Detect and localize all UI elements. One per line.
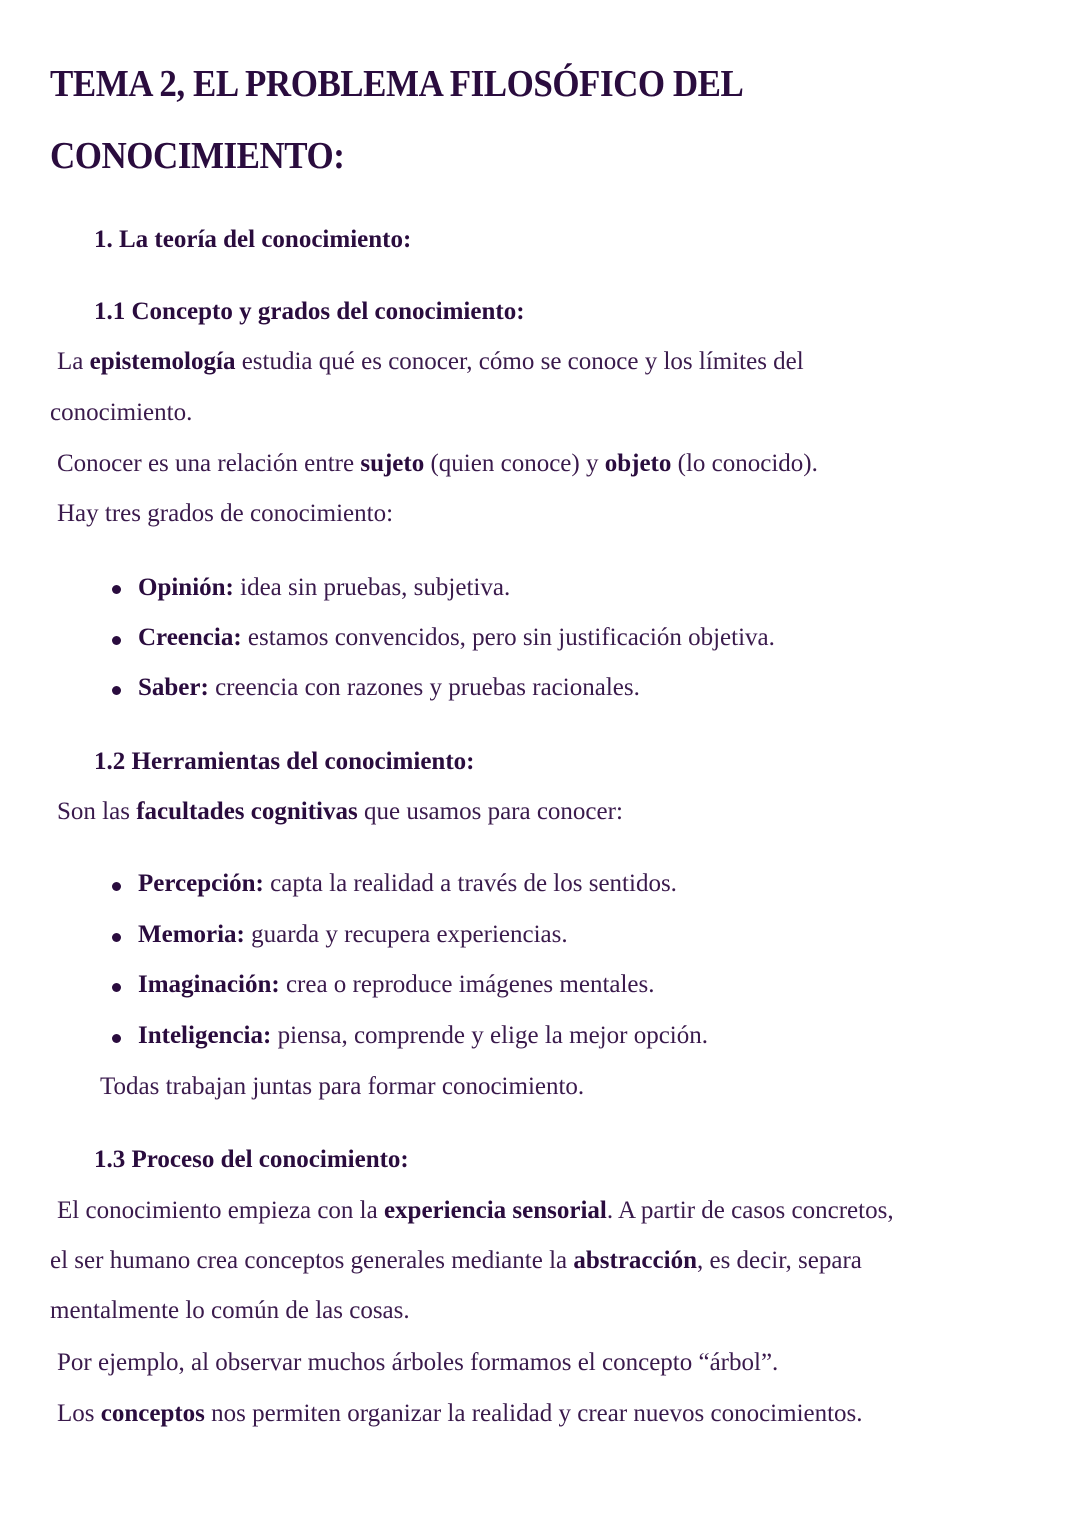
bold-term: Percepción: bbox=[138, 870, 264, 897]
paragraph-grados-intro: Hay tres grados de conocimiento: bbox=[57, 500, 394, 527]
text: crea o reproduce imágenes mentales. bbox=[279, 971, 655, 998]
bullet-icon bbox=[112, 636, 121, 645]
list-item bbox=[138, 574, 510, 602]
text: El conocimiento empieza con la bbox=[57, 1197, 384, 1224]
bullet-icon bbox=[112, 983, 121, 992]
paragraph-proceso-line-2 bbox=[50, 1247, 862, 1275]
text: que usamos para conocer: bbox=[357, 798, 623, 825]
bold-term: Creencia: bbox=[138, 624, 242, 651]
list-item bbox=[138, 870, 677, 898]
list-item bbox=[138, 921, 568, 949]
paragraph-conceptos bbox=[57, 1400, 863, 1428]
list-item bbox=[138, 674, 640, 702]
paragraph-epistemologia-cont: conocimiento. bbox=[50, 399, 193, 426]
bullet-icon bbox=[112, 882, 121, 891]
text: nos permiten organizar la realidad y crear nuevos conocimientos. bbox=[204, 1400, 863, 1427]
paragraph-proceso-line-3: mentalmente lo común de las cosas. bbox=[50, 1297, 410, 1324]
bold-term: experiencia sensorial bbox=[383, 1197, 607, 1224]
text: estudia qué es conocer, cómo se conoce y los límites del bbox=[235, 348, 804, 375]
text: idea sin pruebas, subjetiva. bbox=[233, 574, 511, 601]
page-title-line-1: TEMA 2, EL PROBLEMA FILOSÓFICO DEL bbox=[50, 63, 744, 105]
text: Conocer es una relación entre bbox=[57, 450, 361, 477]
list-item bbox=[138, 1022, 708, 1050]
paragraph-sujeto-objeto bbox=[57, 450, 818, 478]
text: . A partir de casos concretos, bbox=[606, 1197, 894, 1224]
list-item bbox=[138, 624, 775, 652]
text: creencia con razones y pruebas racionales. bbox=[208, 674, 640, 701]
text: capta la realidad a través de los sentidos. bbox=[263, 870, 677, 897]
page-title-line-2: CONOCIMIENTO: bbox=[50, 135, 345, 177]
paragraph-epistemologia bbox=[57, 348, 804, 376]
text: (lo conocido). bbox=[671, 450, 818, 477]
bullet-icon bbox=[112, 933, 121, 942]
text: el ser humano crea conceptos generales mediante la bbox=[50, 1247, 574, 1274]
text: , es decir, separa bbox=[696, 1247, 862, 1274]
bold-term: Opinión: bbox=[138, 574, 234, 601]
bold-term: conceptos bbox=[100, 1400, 205, 1427]
bold-term: Imaginación: bbox=[138, 971, 280, 998]
text: Los bbox=[57, 1400, 101, 1427]
list-item bbox=[138, 971, 655, 999]
text: estamos convencidos, pero sin justificación objetiva. bbox=[241, 624, 775, 651]
section-heading-1-2: 1.2 Herramientas del conocimiento: bbox=[94, 748, 475, 775]
bold-term: epistemología bbox=[89, 348, 236, 375]
text: La bbox=[57, 348, 90, 375]
paragraph-ejemplo: Por ejemplo, al observar muchos árboles formamos el concepto “árbol”. bbox=[57, 1349, 779, 1376]
text: piensa, comprende y elige la mejor opción. bbox=[271, 1022, 708, 1049]
bold-term: sujeto bbox=[360, 450, 425, 477]
bold-term: abstracción bbox=[573, 1247, 697, 1274]
bold-term: Inteligencia: bbox=[138, 1022, 272, 1049]
paragraph-proceso-line-1 bbox=[57, 1197, 894, 1225]
bold-term: Memoria: bbox=[138, 921, 245, 948]
bold-term: objeto bbox=[604, 450, 672, 477]
bold-term: Saber: bbox=[138, 674, 209, 701]
bullet-icon bbox=[112, 585, 121, 594]
bullet-icon bbox=[112, 686, 121, 695]
bold-term: facultades cognitivas bbox=[136, 798, 358, 825]
section-heading-1-1: 1.1 Concepto y grados del conocimiento: bbox=[94, 298, 525, 325]
section-heading-1-3: 1.3 Proceso del conocimiento: bbox=[94, 1146, 409, 1173]
paragraph-closing: Todas trabajan juntas para formar conocimiento. bbox=[100, 1073, 585, 1100]
text: Son las bbox=[57, 798, 137, 825]
section-heading-1: 1. La teoría del conocimiento: bbox=[94, 226, 412, 253]
text: (quien conoce) y bbox=[424, 450, 605, 477]
bullet-icon bbox=[112, 1034, 121, 1043]
text: guarda y recupera experiencias. bbox=[244, 921, 568, 948]
paragraph-facultades bbox=[57, 798, 623, 826]
